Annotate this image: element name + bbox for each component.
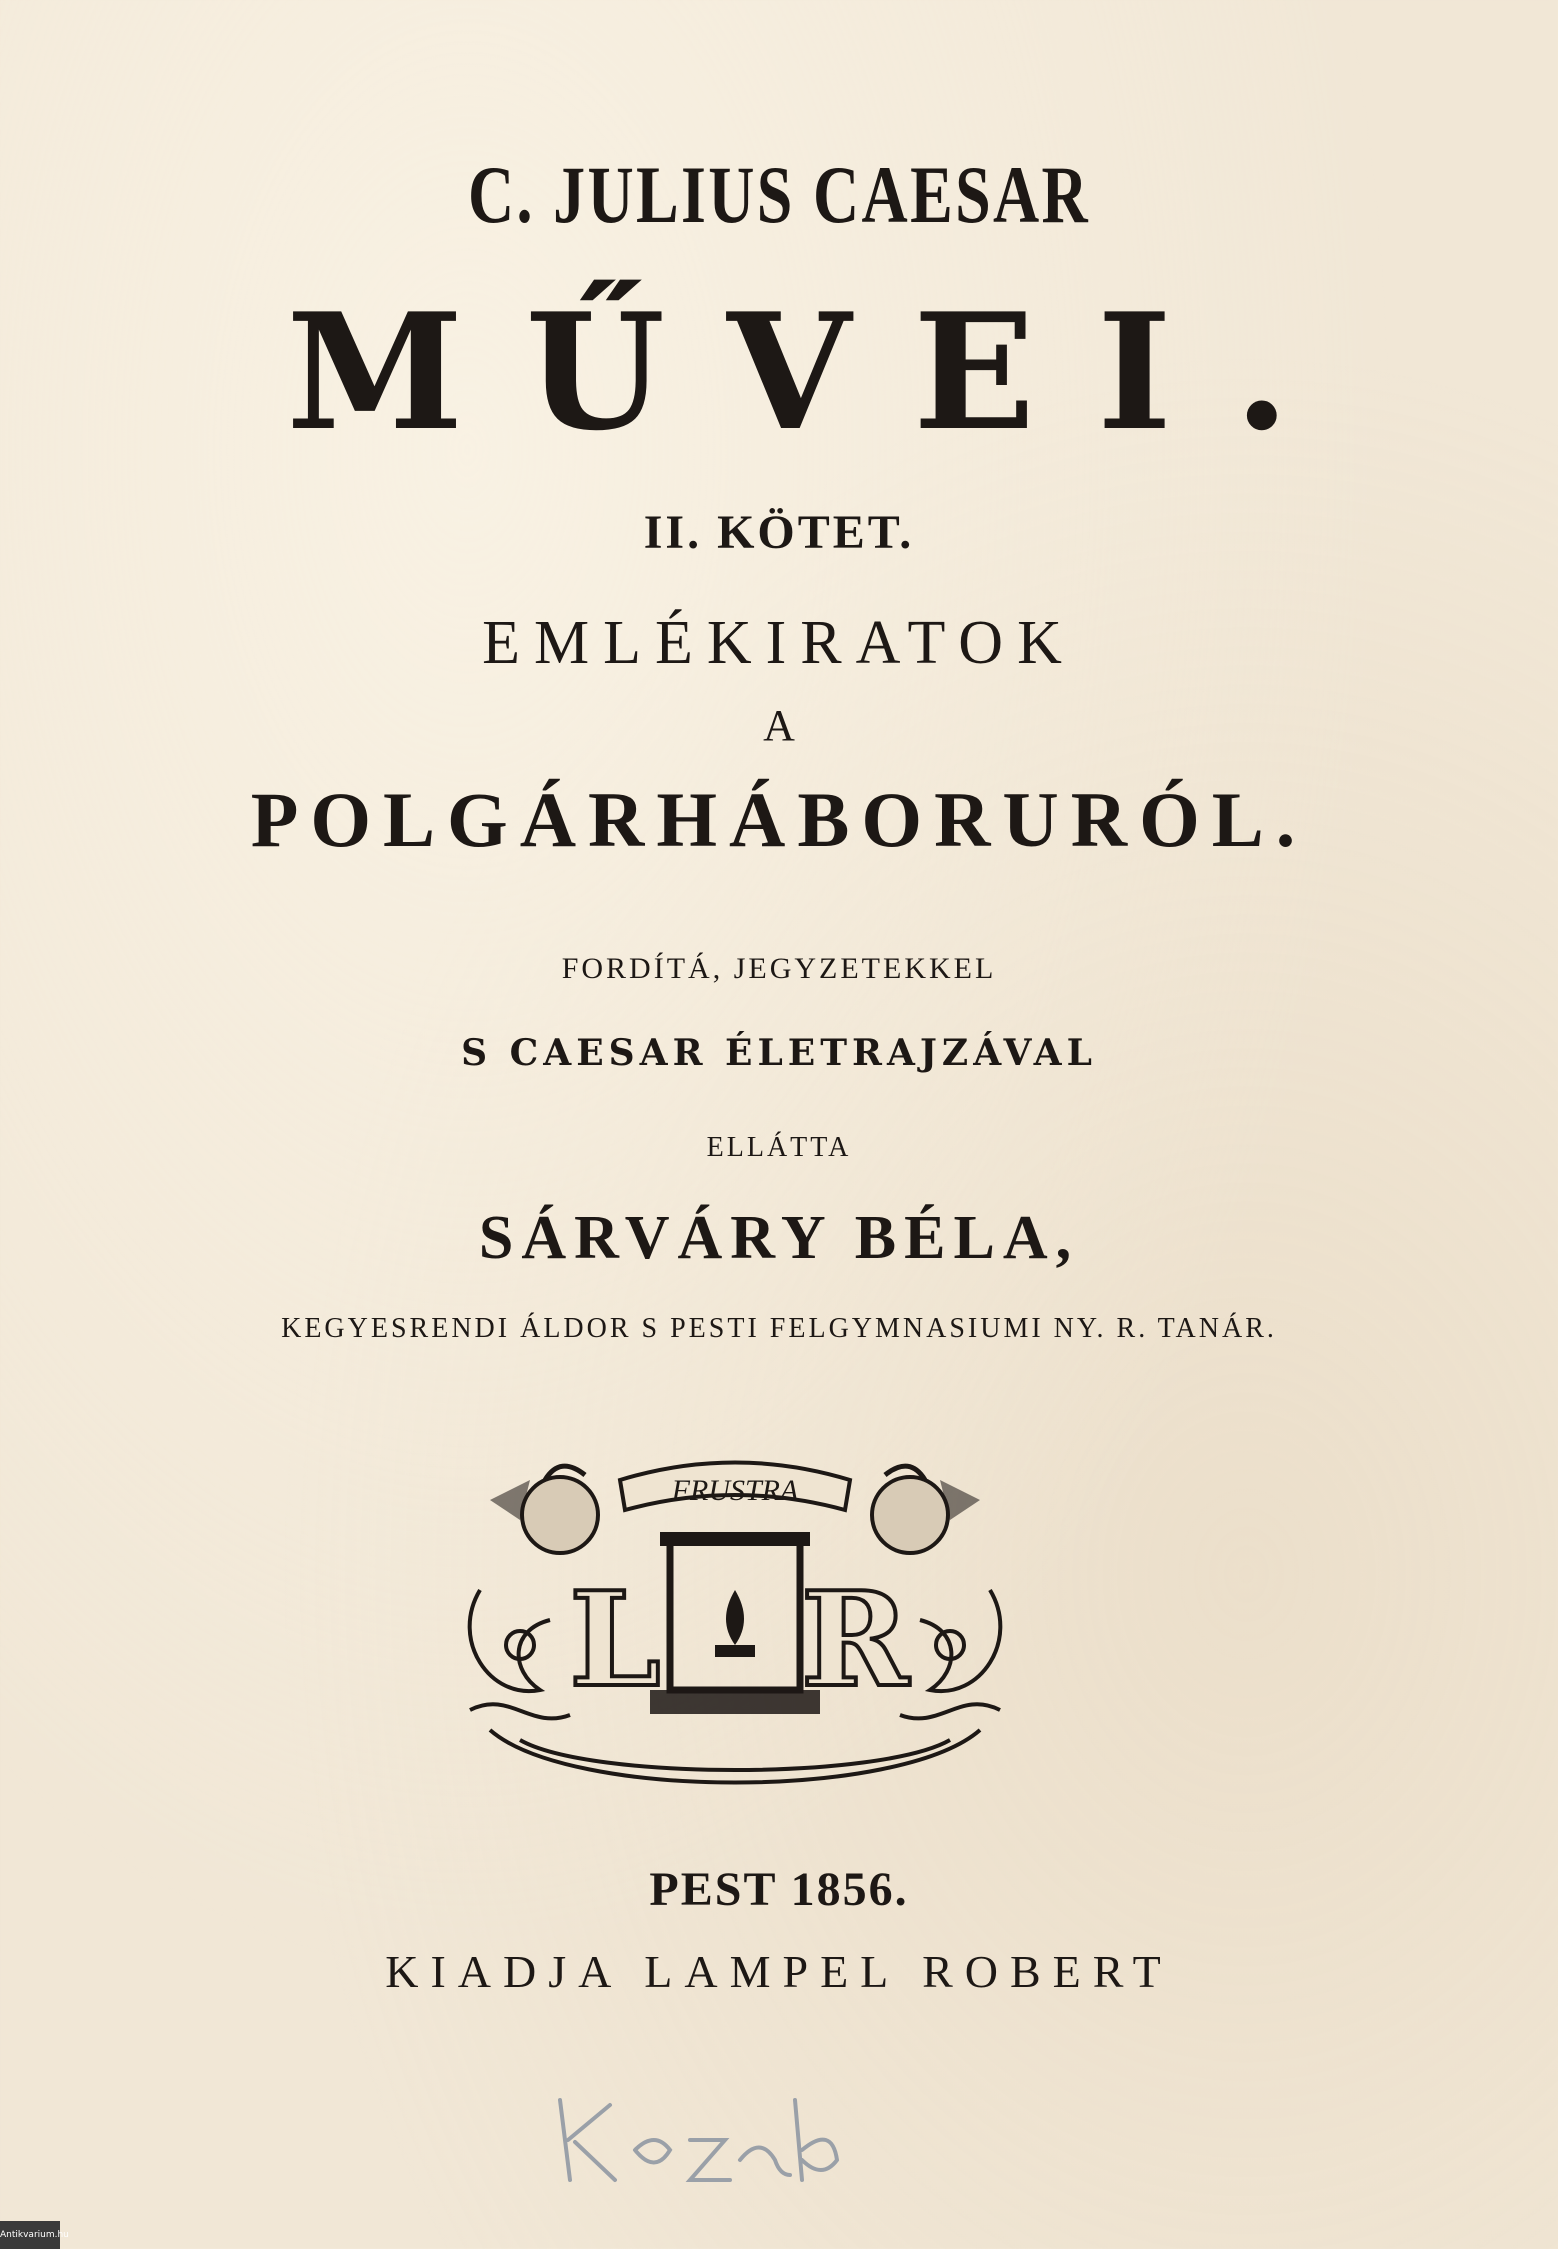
translator-name: SÁRVÁRY BÉLA,: [478, 1204, 1080, 1272]
subtitle-memoirs: EMLÉKIRATOK: [482, 609, 1076, 677]
credit-supplied: ELLÁTTA: [706, 1132, 852, 1163]
credit-translated: FORDÍTÁ, JEGYZETEKKEL: [561, 952, 997, 985]
author-line: C. JULIUS CAESAR: [467, 149, 1091, 240]
volume-line: II. KÖTET.: [643, 506, 915, 559]
works-heading: MŰVEI.: [286, 278, 1352, 466]
handwritten-signature: [540, 2080, 860, 2200]
credit-biography: S CAESAR ÉLETRAJZÁVAL: [461, 1032, 1097, 1074]
cherub-left-icon: [490, 1466, 598, 1553]
emblem-letter-left: L: [569, 1563, 661, 1716]
translator-title: KEGYESRENDI ÁLDOR S PESTI FELGYMNASIUMI NY. R. TANÁR.: [281, 1313, 1277, 1344]
place-year: PEST 1856.: [649, 1863, 909, 1916]
watermark: Antikvarium.hu: [0, 2221, 60, 2249]
subtitle-civil-war: POLGÁRHÁBORURÓL.: [250, 776, 1308, 863]
printer-emblem: [450, 1440, 1020, 1810]
emblem-letter-right: R: [800, 1563, 910, 1716]
publisher-line: KIADJA LAMPEL ROBERT: [385, 1946, 1173, 1997]
subtitle-article: A: [763, 701, 795, 750]
lamp-frame: [650, 1532, 820, 1714]
motto-text: FRUSTRA: [671, 1474, 799, 1507]
cherub-right-icon: [872, 1466, 980, 1553]
